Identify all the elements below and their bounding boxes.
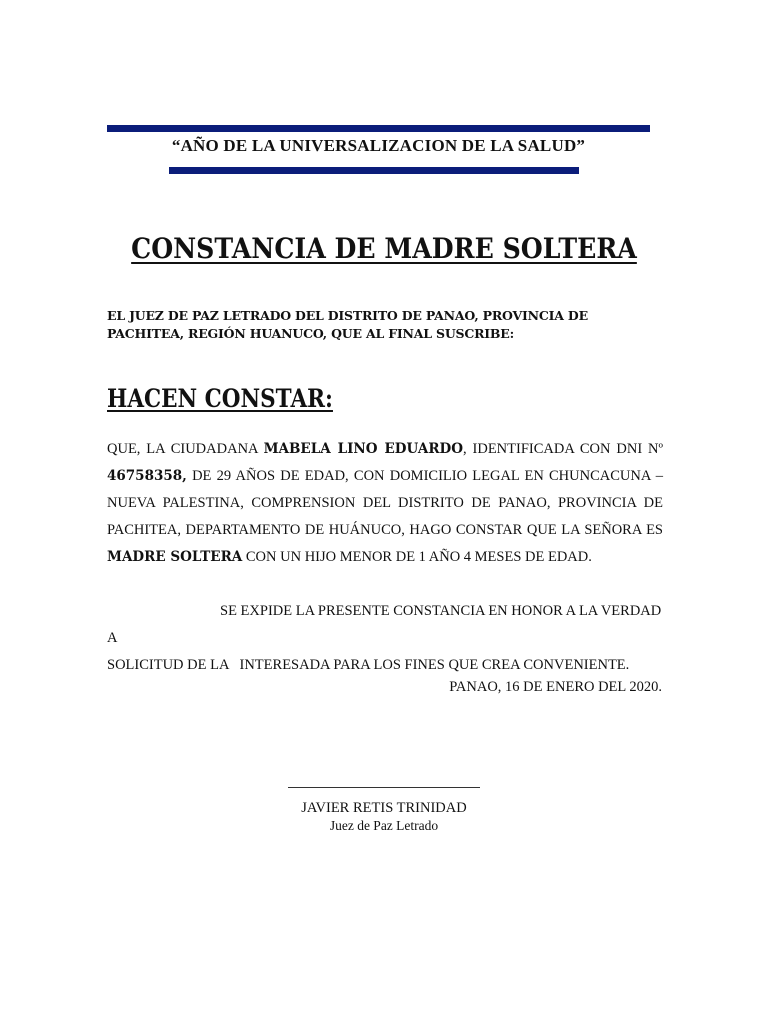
citizen-name: MABELA LINO EDUARDO (263, 441, 464, 457)
intro-paragraph: EL JUEZ DE PAZ LETRADO DEL DISTRITO DE PANAO, PROVINCIA DE PACHITEA, REGIÓN HUANUCO, QUE AL FINAL SUSCRIBE: (107, 308, 588, 341)
document-title: CONSTANCIA DE MADRE SOLTERA (131, 232, 637, 265)
body-text-1: QUE, LA CIUDADANA (107, 441, 264, 457)
section-heading: HACEN CONSTAR: (107, 384, 333, 413)
body-paragraph (107, 436, 663, 571)
closing-line-1-text: SE EXPIDE LA PRESENTE CONSTANCIA EN HONOR A LA VERDAD A (107, 603, 662, 646)
signature-line (288, 787, 480, 788)
marital-status: MADRE SOLTERA (107, 549, 243, 565)
body-text-2: , IDENTIFICADA CON DNI Nº (463, 441, 663, 457)
header-rule-top (107, 125, 650, 132)
dni-number: 46758358, (107, 468, 187, 484)
header-rule-bottom (169, 167, 579, 174)
body-text-3: DE 29 AÑOS DE EDAD, CON DOMICILIO LEGAL EN CHUNCACUNA – NUEVA PALESTINA, COMPRENSION DEL DISTRITO DE PANAO, PROVINCIA DE PACHITEA, DEPARTAMENTO DE HUÁNUCO, HAGO CONSTAR QUE LA SEÑORA ES (107, 468, 663, 538)
body-text-4: CON UN HIJO MENOR DE 1 AÑO 4 MESES DE EDAD. (242, 549, 592, 565)
signer-role: Juez de Paz Letrado (329, 818, 439, 833)
closing-line-2: SOLICITUD DE LA INTERESADA PARA LOS FINES QUE CREA CONVENIENTE. (107, 657, 630, 673)
closing-paragraph (107, 598, 663, 679)
closing-line-1 (107, 598, 663, 652)
signature-block (288, 787, 480, 836)
place-date: PANAO, 16 DE ENERO DEL 2020. (449, 679, 662, 695)
year-motto: “AÑO DE LA UNIVERSALIZACION DE LA SALUD” (171, 136, 586, 155)
signer-name: JAVIER RETIS TRINIDAD (301, 800, 467, 816)
